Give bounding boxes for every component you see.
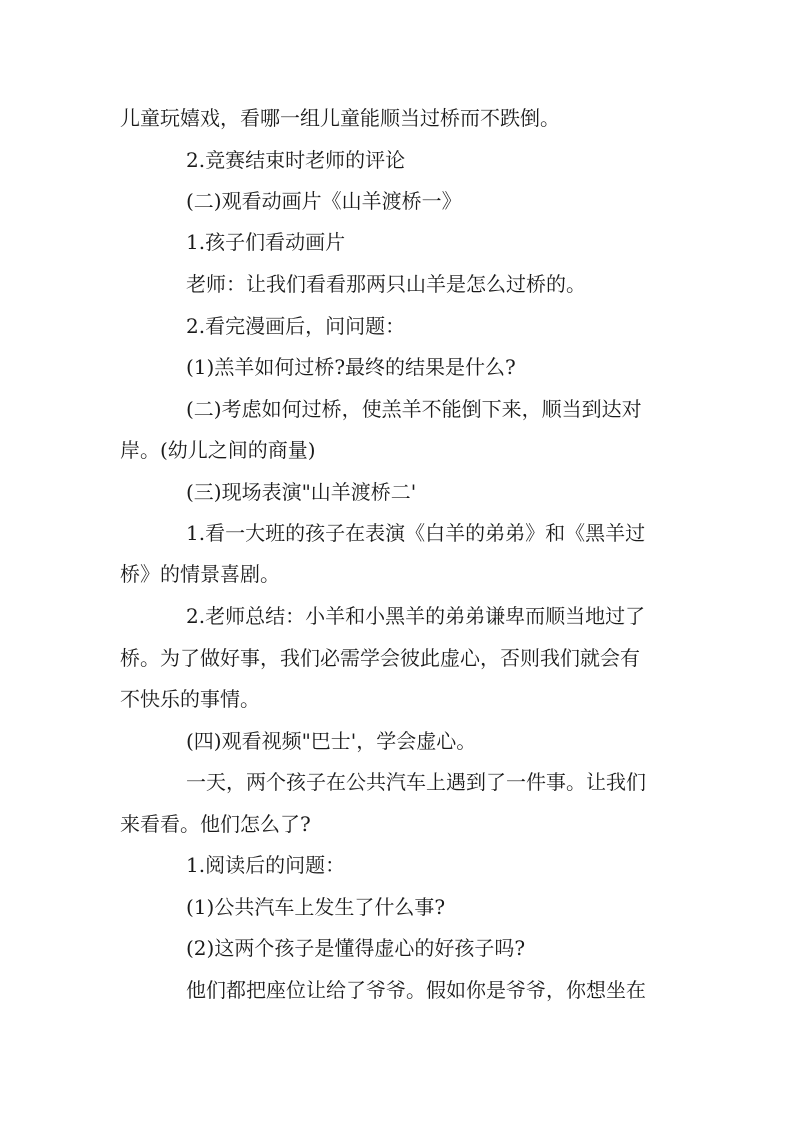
text-line: 1.孩子们看动画片 bbox=[186, 230, 346, 254]
text-line: 一天，两个孩子在公共汽车上遇到了一件事。让我们 bbox=[186, 770, 646, 794]
text-line: 岸。(幼儿之间的商量) bbox=[120, 438, 316, 462]
text-line: (三)现场表演"山羊渡桥二' bbox=[186, 480, 417, 504]
text-line: 2.看完漫画后，问问题： bbox=[186, 314, 406, 338]
text-line: 桥》的情景喜剧。 bbox=[120, 562, 280, 586]
text-line: 1.阅读后的问题： bbox=[186, 853, 346, 877]
text-line: 2.竞赛结束时老师的评论 bbox=[186, 148, 406, 172]
text-line: 桥。为了做好事，我们必需学会彼此虚心，否则我们就会有 bbox=[120, 646, 640, 670]
text-line: 2.老师总结：小羊和小黑羊的弟弟谦卑而顺当地过了 bbox=[186, 604, 646, 628]
text-line: 儿童玩嬉戏，看哪一组儿童能顺当过桥而不跌倒。 bbox=[120, 106, 560, 130]
text-line: (二)考虑如何过桥，使羔羊不能倒下来，顺当到达对 bbox=[186, 397, 642, 421]
text-line: 不快乐的事情。 bbox=[120, 687, 260, 711]
text-line: (2)这两个孩子是懂得虚心的好孩子吗? bbox=[186, 936, 526, 960]
text-line: (1)公共汽车上发生了什么事? bbox=[186, 895, 446, 919]
text-line: (二)观看动画片《山羊渡桥一》 bbox=[186, 189, 462, 213]
text-line: 来看看。他们怎么了? bbox=[120, 812, 311, 836]
text-line: 他们都把座位让给了爷爷。假如你是爷爷，你想坐在 bbox=[186, 978, 646, 1002]
text-line: 1.看一大班的孩子在表演《白羊的弟弟》和《黑羊过 bbox=[186, 521, 646, 545]
text-line: (四)观看视频"巴士'，学会虚心。 bbox=[186, 729, 477, 753]
text-line: (1)羔羊如何过桥?最终的结果是什么? bbox=[186, 355, 516, 379]
text-line: 老师：让我们看看那两只山羊是怎么过桥的。 bbox=[186, 272, 586, 296]
